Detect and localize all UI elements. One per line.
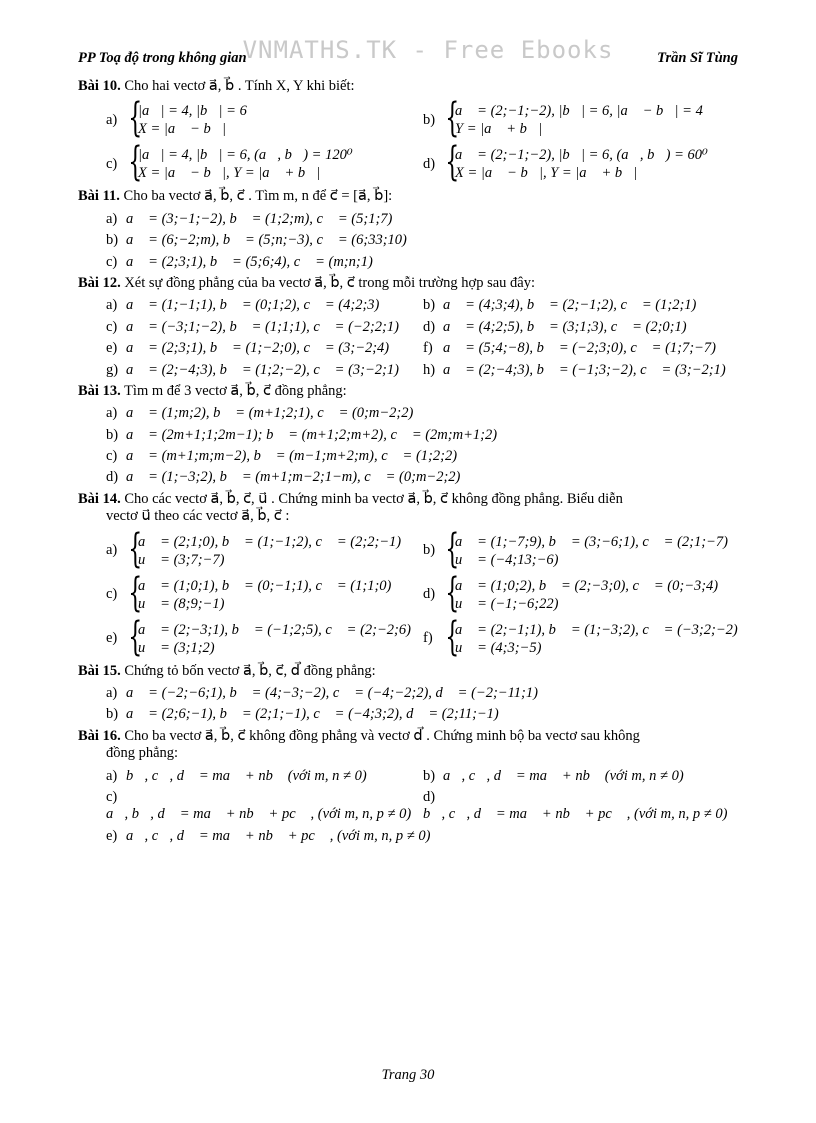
exercise-text: Cho ba vectơ a⃗, b⃗, c⃗ không đồng phẳng và vectơ d⃗ . Chứng minh bộ ba vectơ sau không [124,727,640,744]
item-a: a) b⃗, c⃗, d⃗ = ma⃗ + nb⃗ (với m, n ≠ 0) [106,767,367,784]
exercise-title: Bài 11. [78,188,120,205]
item-f: f) { a⃗ = (2;−1;1), b⃗ = (1;−3;2), c⃗ = (−3;2;−2) u⃗ = (4;3;−5) [423,613,738,660]
header-title: PP Toạ độ trong không gian [78,50,247,66]
exercise-title: Bài 12. [78,274,121,291]
exercise-14 [78,491,740,659]
item-c: c) a⃗ = (−3;1;−2), b⃗ = (1;1;1), c⃗ = (−2;2;1) [106,318,399,335]
item-c: c) a⃗ = (2;3;1), b⃗ = (5;6;4), c⃗ = (m;n;1) [106,253,373,270]
brace: { [128,139,143,186]
item-e: e) a⃗, c⃗, d⃗ = ma⃗ + nb⃗ + pc⃗ , (với m, n, p ≠ 0) [106,827,431,844]
exercise-10 [78,78,740,184]
item-a: a) a⃗ = (−2;−6;1), b⃗ = (4;−3;−2), c⃗ = (−4;−2;2), d⃗ = (−2;−11;1) [106,685,538,702]
item-h: h) a⃗ = (2;−4;3), b⃗ = (−1;3;−2), c⃗ = (3;−2;1) [423,361,726,378]
item-d: d) a⃗ = (4;2;5), b⃗ = (3;1;3), c⃗ = (2;0;1) [423,318,687,335]
exercise-11 [78,188,740,271]
item-a: a) a⃗ = (1;m;2), b⃗ = (m+1;2;1), c⃗ = (0;m−2;2) [106,405,414,422]
brace: { [128,613,143,660]
item-g: g) a⃗ = (2;−4;3), b⃗ = (1;2;−2), c⃗ = (3;−2;1) [106,361,399,378]
item-d: d) a⃗ = (1;−3;2), b⃗ = (m+1;m−2;1−m), c⃗ = (0;m−2;2) [106,469,461,486]
exercise-text: Cho ba vectơ a⃗, b⃗, c⃗ . Tìm m, n để c⃗ = [a⃗, b⃗]: [123,188,393,205]
exercise-15 [78,663,740,724]
exercise-title: Bài 13. [78,382,121,399]
brace: { [445,613,460,660]
exercise-text: Cho hai vectơ a⃗, b⃗ . Tính X, Y khi biết: [124,78,355,94]
item-d: d) { a⃗ = (2;−1;−2), |b⃗| = 6, (a⃗, b⃗) = 60⁰ X = |a⃗ − b⃗|, Y = |a⃗ + b⃗| [423,139,708,186]
brace: { [445,569,460,616]
page-header [78,50,738,70]
brace: { [445,139,460,186]
item-e: e) a⃗ = (2;3;1), b⃗ = (1;−2;0), c⃗ = (3;−2;4) [106,340,390,357]
item-e: e) { a⃗ = (2;−3;1), b⃗ = (−1;2;5), c⃗ = (2;−2;6) u⃗ = (3;1;2) [106,613,411,660]
watermark: VNMATHS.TK - Free Ebooks [242,36,614,64]
item-b: b) a⃗ = (6;−2;m), b⃗ = (5;n;−3), c⃗ = (6;33;10) [106,232,407,249]
item-c: c) { a⃗ = (1;0;1), b⃗ = (0;−1;1), c⃗ = (1;1;0) u⃗ = (8;9;−1) [106,569,392,616]
item-b: b) a⃗, c⃗, d⃗ = ma⃗ + nb⃗ (với m, n ≠ 0) [423,767,684,784]
item-a: a) { a⃗ = (2;1;0), b⃗ = (1;−1;2), c⃗ = (2;2;−1) u⃗ = (3;7;−7) [106,525,402,572]
exercise-text-cont: vectơ u⃗ theo các vectơ a⃗, b⃗, c⃗ : [106,508,290,525]
item-c: c) { |a⃗| = 4, |b⃗| = 6, (a⃗, b⃗) = 120⁰ X = |a⃗ − b⃗|, Y = |a⃗ + b⃗| [106,139,353,186]
item-b: b) { a⃗ = (1;−7;9), b⃗ = (3;−6;1), c⃗ = (2;1;−7) u⃗ = (−4;13;−6) [423,525,728,572]
exercise-12 [78,275,740,379]
item-d: d) { a⃗ = (1;0;2), b⃗ = (2;−3;0), c⃗ = (0;−3;4) u⃗ = (−1;−6;22) [423,569,719,616]
exercise-16 [78,728,740,845]
item-b: b) a⃗ = (4;3;4), b⃗ = (2;−1;2), c⃗ = (1;2;1) [423,297,697,314]
item-b: b) a⃗ = (2m+1;1;2m−1); b⃗ = (m+1;2;m+2), c⃗ = (2m;m+1;2) [106,426,498,443]
exercise-title: Bài 16. [78,727,121,744]
exercise-text: Xét sự đồng phẳng của ba vectơ a⃗, b⃗, c⃗ trong mỗi trường hợp sau đây: [124,274,536,291]
item-d: d)b⃗, c⃗, d⃗ = ma⃗ + nb⃗ + pc⃗ , (với m, n, p ≠ 0) [423,788,728,823]
exercise-text: Chứng tỏ bốn vectơ a⃗, b⃗, c⃗, d⃗ đồng phẳng: [124,662,376,679]
item-b: b) a⃗ = (2;6;−1), b⃗ = (2;1;−1), c⃗ = (−4;3;2), d⃗ = (2;11;−1) [106,706,499,723]
exercise-13 [78,383,740,487]
brace: { [128,569,143,616]
page-content [78,78,740,849]
exercise-title: Bài 10. [78,78,121,94]
exercise-title: Bài 14. [78,490,121,507]
page-number: Trang 30 [381,1067,435,1083]
exercise-text-cont: đồng phẳng: [106,745,179,762]
item-a: a) a⃗ = (1;−1;1), b⃗ = (0;1;2), c⃗ = (4;2;3) [106,297,380,314]
brace: { [128,95,143,142]
item-c: c) a⃗ = (m+1;m;m−2), b⃗ = (m−1;m+2;m), c⃗ = (1;2;2) [106,448,458,465]
exercise-text: Cho các vectơ a⃗, b⃗, c⃗, u⃗ . Chứng minh ba vectơ a⃗, b⃗, c⃗ không đồng phẳng. Biểu diễn [124,490,623,507]
brace: { [445,95,460,142]
header-author: Trần Sĩ Tùng [657,50,738,66]
item-a: a) { |a⃗| = 4, |b⃗| = 6 X = |a⃗ − b⃗| [106,95,247,142]
exercise-text: Tìm m để 3 vectơ a⃗, b⃗, c⃗ đồng phẳng: [124,382,347,399]
brace: { [128,525,143,572]
item-b: b) { a⃗ = (2;−1;−2), |b⃗| = 6, |a⃗ − b⃗| = 4 Y = |a⃗ + b⃗| [423,95,703,142]
brace: { [445,525,460,572]
exercise-title: Bài 15. [78,662,121,679]
item-c: c)a⃗, b⃗, d⃗ = ma⃗ + nb⃗ + pc⃗ , (với m, n, p ≠ 0) [106,788,412,823]
item-f: f) a⃗ = (5;4;−8), b⃗ = (−2;3;0), c⃗ = (1;7;−7) [423,340,716,357]
item-a: a) a⃗ = (3;−1;−2), b⃗ = (1;2;m), c⃗ = (5;1;7) [106,210,393,227]
